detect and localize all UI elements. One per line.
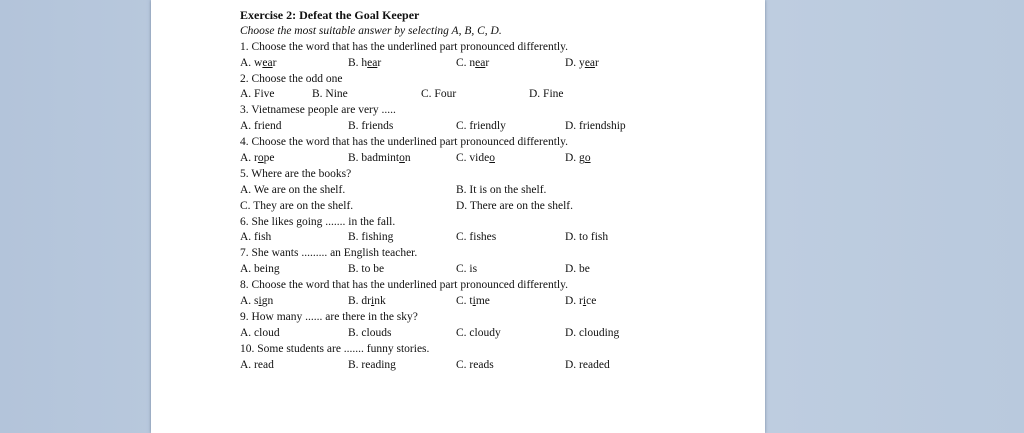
option-5a: A. We are on the shelf. <box>240 183 346 196</box>
question-4: 4. Choose the word that has the underlined part pronounced differently. <box>240 136 568 149</box>
option-10b: B. reading <box>348 358 396 371</box>
option-4c: C. video <box>456 152 495 165</box>
option-9d: D. clouding <box>565 326 620 339</box>
question-10: 10. Some students are ....... funny stories. <box>240 342 430 355</box>
option-1b: B. hear <box>348 56 382 69</box>
option-8d: D. rice <box>565 295 597 308</box>
option-2b: B. Nine <box>312 88 348 101</box>
option-9c: C. cloudy <box>456 326 501 339</box>
document-page <box>151 0 765 433</box>
option-5c: C. They are on the shelf. <box>240 199 354 212</box>
option-10d: D. readed <box>565 358 610 371</box>
option-9b: B. clouds <box>348 326 392 339</box>
option-6c: C. fishes <box>456 231 497 244</box>
options-row-10 <box>240 358 760 374</box>
option-10a: A. read <box>240 358 274 371</box>
option-1c: C. near <box>456 56 490 69</box>
question-2: 2. Choose the odd one <box>240 72 343 85</box>
options-row-3 <box>240 119 760 135</box>
exercise-title: Exercise 2: Defeat the Goal Keeper <box>240 8 420 22</box>
option-2a: A. Five <box>240 88 275 101</box>
options-row-7 <box>240 262 760 278</box>
question-1: 1. Choose the word that has the underlined part pronounced differently. <box>240 40 568 53</box>
question-6: 6. She likes going ....... in the fall. <box>240 215 396 228</box>
option-4b: B. badminton <box>348 152 411 165</box>
option-5b: B. It is on the shelf. <box>456 183 547 196</box>
option-6b: B. fishing <box>348 231 394 244</box>
options-row-5a <box>240 183 760 199</box>
options-row-9 <box>240 326 760 342</box>
question-3: 3. Vietnamese people are very ..... <box>240 104 396 117</box>
option-5d: D. There are on the shelf. <box>456 199 573 212</box>
options-row-6 <box>240 230 760 246</box>
option-8c: C. time <box>456 295 490 308</box>
option-4d: D. go <box>565 152 591 165</box>
option-3b: B. friends <box>348 120 394 133</box>
exercise-instruction: Choose the most suitable answer by selecting A, B, C, D. <box>240 24 502 37</box>
question-8: 8. Choose the word that has the underlined part pronounced differently. <box>240 279 568 292</box>
option-3d: D. friendship <box>565 120 626 133</box>
options-row-1 <box>240 56 760 72</box>
options-row-4 <box>240 151 760 167</box>
question-5: 5. Where are the books? <box>240 167 352 180</box>
option-7c: C. is <box>456 263 478 276</box>
option-8b: B. drink <box>348 295 386 308</box>
option-7d: D. be <box>565 263 590 276</box>
option-2d: D. Fine <box>529 88 564 101</box>
options-row-5b <box>240 199 760 215</box>
options-row-8 <box>240 294 760 310</box>
option-3a: A. friend <box>240 120 282 133</box>
option-6d: D. to fish <box>565 231 609 244</box>
option-2c: C. Four <box>421 88 457 101</box>
option-10c: C. reads <box>456 358 494 371</box>
option-8a: A. sign <box>240 295 274 308</box>
question-9: 9. How many ...... are there in the sky? <box>240 310 418 323</box>
option-1a: A. wear <box>240 56 277 69</box>
option-1d: D. year <box>565 56 599 69</box>
option-7b: B. to be <box>348 263 385 276</box>
options-row-2 <box>240 87 760 103</box>
exercise-content <box>240 8 760 373</box>
option-9a: A. cloud <box>240 326 280 339</box>
question-7: 7. She wants ......... an English teacher. <box>240 247 418 260</box>
option-7a: A. being <box>240 263 280 276</box>
option-4a: A. rope <box>240 152 275 165</box>
option-3c: C. friendly <box>456 120 506 133</box>
option-6a: A. fish <box>240 231 272 244</box>
